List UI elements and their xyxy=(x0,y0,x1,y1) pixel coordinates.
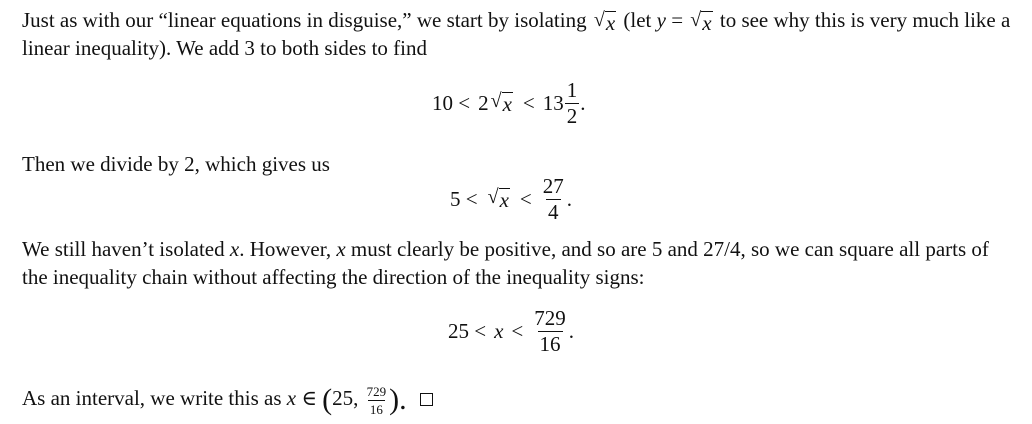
fraction-729-16: $\frac{729}{16}$ xyxy=(534,306,566,356)
qed-square-icon xyxy=(420,393,433,406)
equals-sign: = xyxy=(671,8,684,32)
paragraph-divide: Then we divide by 2, which gives us xyxy=(22,152,330,176)
text-intro: Just as with our “linear equations in disguise,” we start by isolating xyxy=(22,8,587,32)
sqrt-x: √ x xyxy=(593,9,616,35)
paragraph-square: We still haven’t isolated x. However, x must clearly be positive, and so are 5 and 27/4, so we can square all parts of the inequality chain without affecting the direction of the inequality signs: xyxy=(22,237,989,289)
fraction-27-4: $\frac{27}{4}$ xyxy=(542,174,564,224)
equation-2: 5 < √ x < $\frac{27}{4}$ . xyxy=(450,174,572,224)
var-y: y xyxy=(656,8,666,32)
text-linear-inequality: to see why this is very much like a linear inequality). We add 3 to both sides to find xyxy=(22,8,1011,61)
text-let: (let xyxy=(623,8,652,32)
sqrt-x: √ x xyxy=(490,89,512,116)
fraction-one-half: $\frac{1}{2}$ xyxy=(566,78,578,128)
paragraph-interval: As an interval, we write this as x ∈ (25, $\frac{729}{16}$ ). xyxy=(22,384,1012,416)
sqrt-x: √ x xyxy=(487,185,509,212)
equation-3: 25 < x < $\frac{729}{16}$ . xyxy=(448,306,575,356)
fraction-729-16-small: $\frac{729}{16}$ xyxy=(366,383,387,417)
equation-1: 10 < 2 √ x < 13 $\frac{1}{2}$ . xyxy=(432,78,586,128)
sqrt-x: √ x xyxy=(690,9,712,35)
paragraph-isolate-sqrt xyxy=(22,6,1012,62)
